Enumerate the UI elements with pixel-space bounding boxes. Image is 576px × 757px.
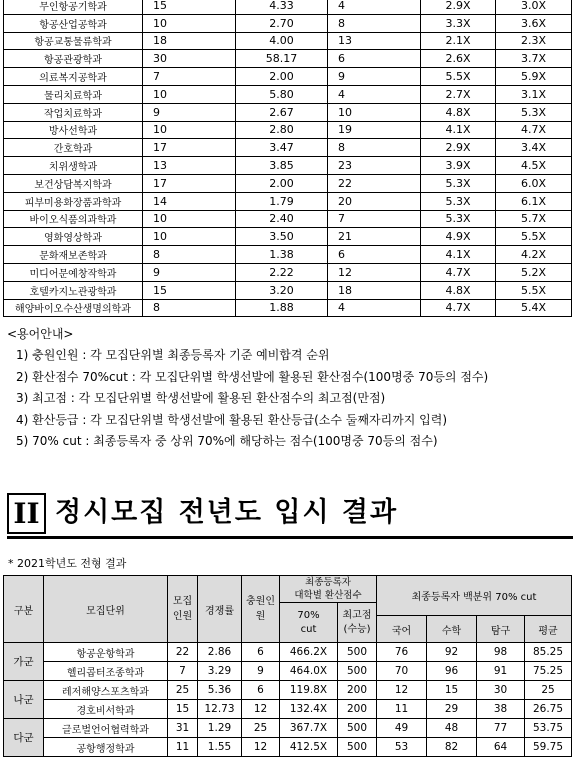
value-cell: 53	[377, 738, 427, 757]
unit-cell: 레저해양스포츠학과	[44, 681, 168, 700]
table-row	[4, 14, 572, 32]
note-item: 4) 환산등급 : 각 모집단위별 학생선발에 활용된 환산등급(소수 둘째자리까지 입력)	[16, 412, 447, 427]
value-cell: 2.67	[236, 103, 328, 121]
value-cell: 77	[477, 719, 525, 738]
value-cell: 85.25	[525, 643, 572, 662]
unit-cell: 글로벌언어협력학과	[44, 719, 168, 738]
table-row	[4, 643, 572, 662]
value-cell: 119.8X	[280, 681, 338, 700]
dept-cell: 항공산업공학과	[4, 14, 143, 32]
notes-heading: <용어안내>	[7, 327, 74, 341]
table-row	[4, 246, 572, 264]
group-cell: 가군	[4, 643, 44, 681]
value-cell: 2.00	[236, 174, 328, 192]
value-cell: 4.7X	[496, 121, 572, 139]
value-cell: 25	[525, 681, 572, 700]
dept-cell: 항공관광학과	[4, 50, 143, 68]
value-cell: 3.0X	[496, 0, 572, 14]
value-cell: 82	[427, 738, 477, 757]
table-row	[4, 85, 572, 103]
value-cell: 2.7X	[421, 85, 496, 103]
value-cell: 15	[143, 0, 236, 14]
value-cell: 10	[143, 228, 236, 246]
table-row	[4, 32, 572, 50]
value-cell: 25	[242, 719, 280, 738]
value-cell: 6	[242, 643, 280, 662]
dept-cell: 해양바이오수산생명의학과	[4, 299, 143, 317]
value-cell: 4.7X	[421, 263, 496, 281]
subheading: * 2021학년도 전형 결과	[8, 557, 127, 570]
value-cell: 5.36	[198, 681, 242, 700]
value-cell: 500	[338, 643, 377, 662]
value-cell: 5.7X	[496, 210, 572, 228]
value-cell: 12	[377, 681, 427, 700]
value-cell: 4	[328, 85, 421, 103]
group-cell: 다군	[4, 719, 44, 757]
value-cell: 1.55	[198, 738, 242, 757]
header-competition: 경쟁률	[198, 576, 242, 643]
value-cell: 17	[143, 139, 236, 157]
value-cell: 92	[427, 643, 477, 662]
value-cell: 4.9X	[421, 228, 496, 246]
table-row	[4, 192, 572, 210]
value-cell: 4.2X	[496, 246, 572, 264]
table-row	[4, 263, 572, 281]
header-max: 최고점 (수능)	[338, 603, 377, 643]
value-cell: 22	[328, 174, 421, 192]
value-cell: 3.6X	[496, 14, 572, 32]
value-cell: 30	[143, 50, 236, 68]
value-cell: 10	[143, 210, 236, 228]
header-quota: 모집 인원	[168, 576, 198, 643]
value-cell: 3.1X	[496, 85, 572, 103]
value-cell: 12	[328, 263, 421, 281]
value-cell: 2.3X	[496, 32, 572, 50]
value-cell: 5.3X	[421, 192, 496, 210]
header-math: 수학	[427, 616, 477, 643]
value-cell: 200	[338, 700, 377, 719]
table-row	[4, 210, 572, 228]
table-row	[4, 68, 572, 86]
value-cell: 19	[328, 121, 421, 139]
table-row	[4, 50, 572, 68]
value-cell: 18	[328, 281, 421, 299]
dept-cell: 물리치료학과	[4, 85, 143, 103]
value-cell: 4.5X	[496, 157, 572, 175]
value-cell: 75.25	[525, 662, 572, 681]
value-cell: 25	[168, 681, 198, 700]
value-cell: 59.75	[525, 738, 572, 757]
dept-cell: 치위생학과	[4, 157, 143, 175]
value-cell: 7	[168, 662, 198, 681]
value-cell: 8	[328, 14, 421, 32]
table-row	[4, 174, 572, 192]
table-row	[4, 281, 572, 299]
dept-cell: 영화영상학과	[4, 228, 143, 246]
note-item: 3) 최고점 : 각 모집단위별 학생선발에 활용된 환산점수의 최고점(만점)	[16, 391, 386, 406]
value-cell: 5.5X	[496, 281, 572, 299]
header-group: 구분	[4, 576, 44, 643]
header-cut70: 70% cut	[280, 603, 338, 643]
value-cell: 4.7X	[421, 299, 496, 317]
value-cell: 5.5X	[496, 228, 572, 246]
value-cell: 26.75	[525, 700, 572, 719]
value-cell: 2.00	[236, 68, 328, 86]
value-cell: 2.22	[236, 263, 328, 281]
value-cell: 64	[477, 738, 525, 757]
dept-cell: 호텔카지노관광학과	[4, 281, 143, 299]
table-row	[4, 662, 572, 681]
value-cell: 4.1X	[421, 246, 496, 264]
unit-cell: 경호비서학과	[44, 700, 168, 719]
section-header	[7, 493, 573, 540]
value-cell: 10	[143, 121, 236, 139]
value-cell: 5.3X	[421, 210, 496, 228]
value-cell: 6.1X	[496, 192, 572, 210]
value-cell: 23	[328, 157, 421, 175]
value-cell: 18	[143, 32, 236, 50]
value-cell: 3.20	[236, 281, 328, 299]
header-unit: 모집단위	[44, 576, 168, 643]
value-cell: 200	[338, 681, 377, 700]
value-cell: 17	[143, 174, 236, 192]
value-cell: 1.79	[236, 192, 328, 210]
dept-cell: 무인항공기학과	[4, 0, 143, 14]
value-cell: 5.5X	[421, 68, 496, 86]
section-numeral: II	[7, 493, 46, 534]
value-cell: 1.38	[236, 246, 328, 264]
value-cell: 5.2X	[496, 263, 572, 281]
note-item: 5) 70% cut : 최종등록자 중 상위 70%에 해당하는 점수(100명중 70등의 점수)	[16, 434, 438, 449]
value-cell: 13	[143, 157, 236, 175]
value-cell: 464.0X	[280, 662, 338, 681]
unit-cell: 항공운항학과	[44, 643, 168, 662]
value-cell: 6	[242, 681, 280, 700]
value-cell: 3.47	[236, 139, 328, 157]
top-results-table	[3, 0, 572, 317]
terminology-notes	[7, 324, 488, 452]
dept-cell: 항공교통물류학과	[4, 32, 143, 50]
value-cell: 3.3X	[421, 14, 496, 32]
value-cell: 8	[328, 139, 421, 157]
value-cell: 2.9X	[421, 139, 496, 157]
table-row	[4, 681, 572, 700]
dept-cell: 방사선학과	[4, 121, 143, 139]
value-cell: 2.80	[236, 121, 328, 139]
value-cell: 96	[427, 662, 477, 681]
value-cell: 500	[338, 738, 377, 757]
table-row	[4, 139, 572, 157]
value-cell: 3.29	[198, 662, 242, 681]
value-cell: 20	[328, 192, 421, 210]
table-row	[4, 299, 572, 317]
header-fill: 충원인 원	[242, 576, 280, 643]
value-cell: 132.4X	[280, 700, 338, 719]
value-cell: 3.85	[236, 157, 328, 175]
value-cell: 31	[168, 719, 198, 738]
value-cell: 1.29	[198, 719, 242, 738]
value-cell: 10	[143, 85, 236, 103]
value-cell: 5.80	[236, 85, 328, 103]
value-cell: 2.40	[236, 210, 328, 228]
value-cell: 12	[242, 738, 280, 757]
value-cell: 29	[427, 700, 477, 719]
table-row	[4, 0, 572, 14]
value-cell: 4.33	[236, 0, 328, 14]
value-cell: 4	[328, 0, 421, 14]
value-cell: 98	[477, 643, 525, 662]
value-cell: 9	[328, 68, 421, 86]
value-cell: 12	[242, 700, 280, 719]
value-cell: 4.8X	[421, 103, 496, 121]
section-divider	[7, 536, 573, 539]
value-cell: 70	[377, 662, 427, 681]
value-cell: 2.9X	[421, 0, 496, 14]
value-cell: 4.8X	[421, 281, 496, 299]
value-cell: 10	[143, 14, 236, 32]
value-cell: 5.9X	[496, 68, 572, 86]
dept-cell: 간호학과	[4, 139, 143, 157]
value-cell: 15	[168, 700, 198, 719]
value-cell: 5.4X	[496, 299, 572, 317]
value-cell: 6.0X	[496, 174, 572, 192]
value-cell: 15	[143, 281, 236, 299]
value-cell: 22	[168, 643, 198, 662]
value-cell: 8	[143, 246, 236, 264]
value-cell: 48	[427, 719, 477, 738]
dept-cell: 문화재보존학과	[4, 246, 143, 264]
header-percentile: 최종등록자 백분위 70% cut	[377, 576, 572, 616]
table-row	[4, 228, 572, 246]
header-inquiry: 탐구	[477, 616, 525, 643]
header-average: 평균	[525, 616, 572, 643]
regular-admission-table	[3, 575, 572, 757]
value-cell: 9	[242, 662, 280, 681]
value-cell: 4.1X	[421, 121, 496, 139]
value-cell: 53.75	[525, 719, 572, 738]
dept-cell: 의료복지공학과	[4, 68, 143, 86]
value-cell: 1.88	[236, 299, 328, 317]
value-cell: 2.86	[198, 643, 242, 662]
table-row	[4, 157, 572, 175]
value-cell: 11	[168, 738, 198, 757]
header-korean: 국어	[377, 616, 427, 643]
value-cell: 15	[427, 681, 477, 700]
value-cell: 11	[377, 700, 427, 719]
table-row	[4, 719, 572, 738]
value-cell: 3.50	[236, 228, 328, 246]
value-cell: 21	[328, 228, 421, 246]
table-row	[4, 103, 572, 121]
value-cell: 6	[328, 50, 421, 68]
note-item: 2) 환산점수 70%cut : 각 모집단위별 학생선발에 활용된 환산점수(100명중 70등의 점수)	[16, 369, 489, 384]
dept-cell: 미디어문예창작학과	[4, 263, 143, 281]
value-cell: 6	[328, 246, 421, 264]
value-cell: 9	[143, 263, 236, 281]
value-cell: 12.73	[198, 700, 242, 719]
dept-cell: 피부미용화장품과학과	[4, 192, 143, 210]
value-cell: 2.6X	[421, 50, 496, 68]
group-cell: 나군	[4, 681, 44, 719]
value-cell: 14	[143, 192, 236, 210]
value-cell: 49	[377, 719, 427, 738]
unit-cell: 헬리콥터조종학과	[44, 662, 168, 681]
value-cell: 58.17	[236, 50, 328, 68]
dept-cell: 작업치료학과	[4, 103, 143, 121]
value-cell: 91	[477, 662, 525, 681]
dept-cell: 바이오식품의과학과	[4, 210, 143, 228]
value-cell: 30	[477, 681, 525, 700]
unit-cell: 공항행정학과	[44, 738, 168, 757]
value-cell: 76	[377, 643, 427, 662]
table-row	[4, 700, 572, 719]
dept-cell: 보건상담복지학과	[4, 174, 143, 192]
value-cell: 8	[143, 299, 236, 317]
value-cell: 5.3X	[496, 103, 572, 121]
value-cell: 10	[328, 103, 421, 121]
header-final-score: 최종등록자 대학별 환산점수	[280, 576, 377, 603]
value-cell: 7	[328, 210, 421, 228]
value-cell: 3.7X	[496, 50, 572, 68]
value-cell: 500	[338, 719, 377, 738]
value-cell: 500	[338, 662, 377, 681]
value-cell: 4.00	[236, 32, 328, 50]
value-cell: 466.2X	[280, 643, 338, 662]
value-cell: 367.7X	[280, 719, 338, 738]
value-cell: 2.1X	[421, 32, 496, 50]
value-cell: 7	[143, 68, 236, 86]
table-row	[4, 121, 572, 139]
value-cell: 3.4X	[496, 139, 572, 157]
value-cell: 4	[328, 299, 421, 317]
value-cell: 9	[143, 103, 236, 121]
note-item: 1) 충원인원 : 각 모집단위별 최종등록자 기준 예비합격 순위	[16, 348, 330, 363]
value-cell: 5.3X	[421, 174, 496, 192]
value-cell: 2.70	[236, 14, 328, 32]
section-title: 정시모집 전년도 입시 결과	[55, 497, 399, 528]
value-cell: 38	[477, 700, 525, 719]
value-cell: 13	[328, 32, 421, 50]
value-cell: 412.5X	[280, 738, 338, 757]
value-cell: 3.9X	[421, 157, 496, 175]
